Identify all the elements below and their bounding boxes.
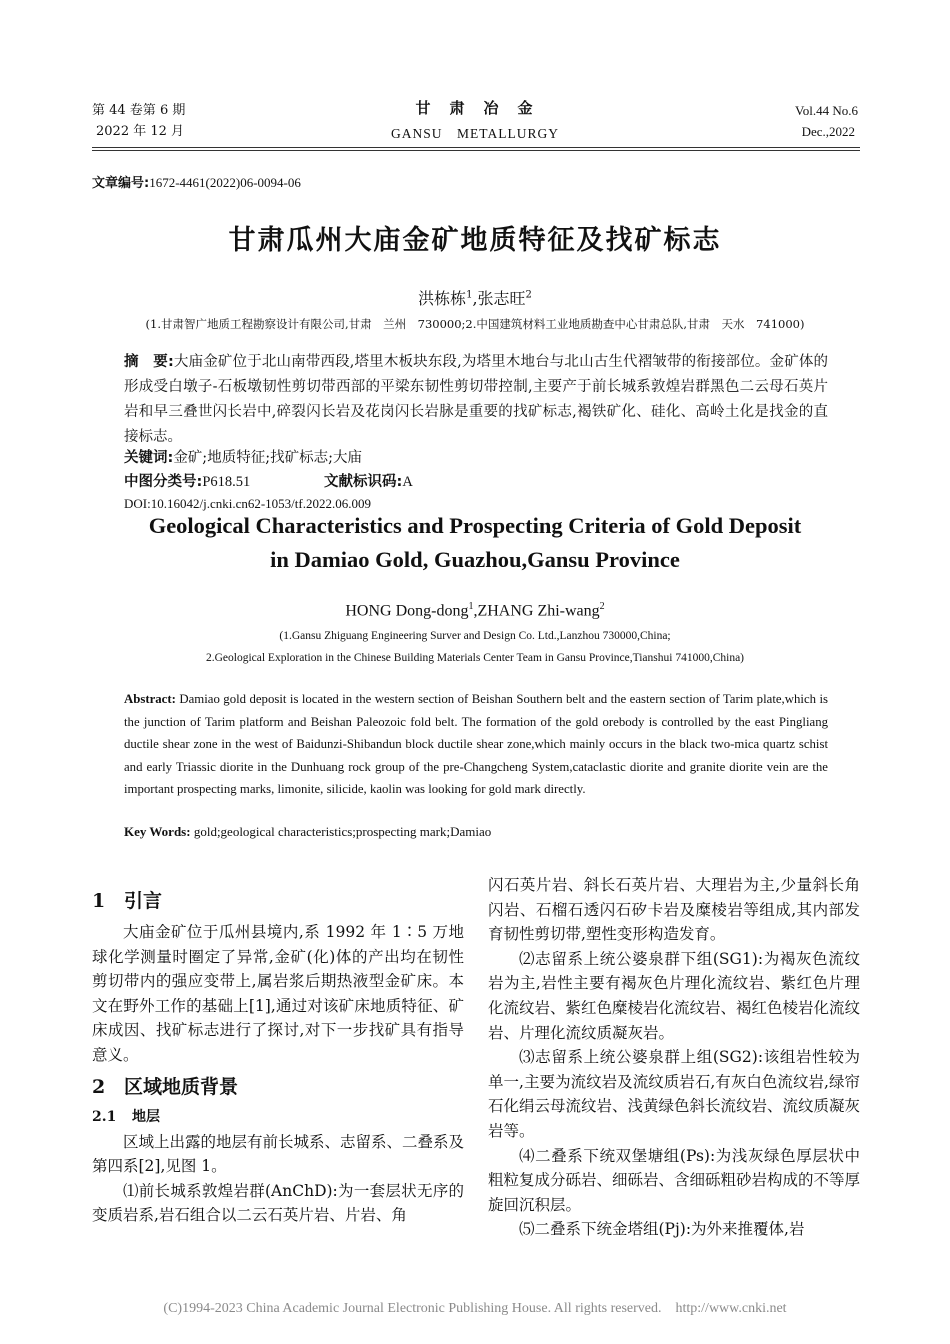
abstract-cn: 摘 要:大庙金矿位于北山南带西段,塔里木板块东段,为塔里木地台与北山古生代褶皱带的衔接部位。金矿体的形成受白墩子-石板墩韧性剪切带西部的平梁东韧性剪切带控制,主要产于前长城系敦煌岩群黑色二云母石英片岩和早三叠世闪长岩中,碎裂闪长岩及花岗闪长岩脉是重要的找矿标志,褐铁矿化、硅化、高岭土化是找金的直接标志。 <box>124 354 829 445</box>
subsection-2-1-paragraph: 区域上出露的地层有前长城系、志留系、二叠系及第四系[2],见图 1。 <box>92 1132 465 1176</box>
left-column <box>92 886 464 1228</box>
author-cn-2-affil: 2 <box>525 289 532 301</box>
title-en-line2: in Damiao Gold, Guazhou,Gansu Province <box>270 547 680 572</box>
keywords-cn-label: 关键词 <box>124 450 168 466</box>
right-column <box>488 873 860 1242</box>
volume-issue-en: Vol.44 No.6 <box>795 103 858 118</box>
stratum-item-1-cont: 闪石英片岩、斜长石英片岩、大理岩为主,少量斜长角闪岩、石榴石透闪石矽卡岩及糜棱岩等组成,其内部发育韧性剪切带,塑性变形构造发育。 <box>488 876 860 944</box>
volume-issue-cn: 第 44 卷第 6 期 <box>92 103 186 118</box>
author-cn-1: 洪栋栋 <box>418 289 467 308</box>
doccode-label: 文献标识码 <box>324 474 397 490</box>
abstract-cn-label: 摘 要 <box>124 354 168 370</box>
stratum-item-3: ⑶志留系上统公婆泉群上组(SG2):该组岩性较为单一,主要为流纹岩及流纹质岩石,有灰白色流纹岩,绿帘石化绢云母流纹岩、浅黄绿色斜长流纹岩、流纹质凝灰岩等。 <box>488 1048 861 1140</box>
date-en: Dec.,2022 <box>801 124 855 139</box>
stratum-item-4: ⑷二叠系下统双堡塘组(Ps):为浅灰绿色厚层状中粗粒复成分砾岩、细砾岩、含细砾粗砂岩构成的不等厚旋回沉积层。 <box>488 1146 861 1214</box>
header-rule <box>92 147 860 148</box>
keywords-en <box>124 824 491 840</box>
authors-cn <box>0 286 950 309</box>
section-1-title: 引言 <box>124 890 163 912</box>
keywords-en-label: Key Words: <box>124 824 191 839</box>
doccode-value: A <box>402 474 413 490</box>
section-2-number: 2 <box>92 1075 106 1098</box>
affiliation-en-1: (1.Gansu Zhiguang Engineering Surver and Design Co. Ltd.,Lanzhou 730000,China; <box>279 630 671 642</box>
document-code: 文献标识码:A <box>324 474 413 490</box>
author-en-1: HONG Dong-dong <box>345 602 469 620</box>
section-2-heading <box>92 1072 464 1102</box>
section-1-number: 1 <box>92 890 106 912</box>
stratum-item-2: ⑵志留系上统公婆泉群下组(SG1):为褐灰色流纹岩为主,岩性主要有褐灰色片理化流纹岩、紫红色片理化流纹岩、紫红色糜棱岩化流纹岩、褐红色棱岩化流纹岩、片理化流纹质凝灰岩。 <box>488 949 861 1042</box>
section-1-heading <box>92 886 464 916</box>
keywords-en-text: gold;geological characteristics;prospecting mark;Damiao <box>193 824 492 839</box>
section-2-title: 区域地质背景 <box>124 1075 239 1098</box>
subsection-2-1-heading <box>92 1104 464 1130</box>
abstract-en-label: Abstract: <box>124 692 176 706</box>
abstract-cn-text: 大庙金矿位于北山南带西段,塔里木板块东段,为塔里木地台与北山古生代褶皱带的衔接部位。金矿体的形成受白墩子-石板墩韧性剪切带西部的平梁东韧性剪切带控制,主要产于前长城系敦煌岩群黑色二云母石英片岩和早三叠世闪长岩中,碎裂闪长岩及花岗闪长岩脉是重要的找矿标志,褐铁矿化、硅化、高岭土化是找金的直接标志。 <box>124 354 829 445</box>
keywords-cn: 关键词:金矿;地质特征;找矿标志;大庙 <box>124 450 362 466</box>
stratum-item-1: ⑴前长城系敦煌岩群(AnChD):为一套层状无序的变质岩系,岩石组合以二云石英片岩、片岩、角 <box>92 1181 464 1225</box>
subsection-2-1-number: 2.1 <box>92 1108 117 1125</box>
clc-label: 中图分类号 <box>124 474 197 490</box>
journal-title-en: GANSU METALLURGY <box>391 126 559 141</box>
abstract-en <box>124 688 828 801</box>
article-number-value: 1672-4461(2022)06-0094-06 <box>149 175 301 190</box>
authors-en <box>0 601 950 620</box>
author-en-2: ,ZHANG Zhi-wang <box>473 602 600 620</box>
title-en-line1: Geological Characteristics and Prospecting Criteria of Gold Deposit <box>148 513 802 538</box>
author-cn-2: ,张志旺 <box>472 289 526 308</box>
subsection-2-1-title: 地层 <box>132 1108 160 1125</box>
stratum-item-5: ⑸二叠系下统金塔组(Pj):为外来推覆体,岩 <box>519 1220 805 1239</box>
date-cn: 2022 年 12 月 <box>96 124 185 139</box>
author-en-1-affil: 1 <box>468 601 474 612</box>
affiliation-en-2: 2.Geological Exploration in the Chinese Building Materials Center Team in Gansu Province,Tianshui 741000,China) <box>205 652 745 664</box>
clc-value: P618.51 <box>202 474 251 490</box>
doi: DOI:10.16042/j.cnki.cn62-1053/tf.2022.06.009 <box>124 496 371 511</box>
copyright-footer: (C)1994-2023 China Academic Journal Electronic Publishing House. All rights reserved. http://www.cnki.net <box>163 1301 787 1316</box>
article-number-label: 文章编号 <box>92 176 145 191</box>
affiliation-cn: (1.甘肃智广地质工程勘察设计有限公司,甘肃 兰州 730000;2.中国建筑材料工业地质勘查中心甘肃总队,甘肃 天水 741000) <box>145 317 805 331</box>
author-en-2-affil: 2 <box>599 601 605 612</box>
author-cn-1-affil: 1 <box>466 289 473 301</box>
abstract-en-text: Damiao gold deposit is located in the western section of Beishan Southern belt and the eastern section of Tarim plate,which is the junction of Tarim platform and Beishan Paleozoic fold belt. The formation of the gold orebody is controlled by the east Pingliang ductile shear zone in the west of Baidunzi-Shibandun block ductile shear zone,which mainly occurs in the black two-mica quartz schist and early Triassic diorite in the Dunhuang rock group of the pre-Changcheng System,cataclastic diorite and granite diorite vein are the important prospecting marks, limonite, silicide, kaolin was looking for gold mark directly. <box>124 692 829 796</box>
section-1-paragraph: 大庙金矿位于瓜州县境内,系 1992 年 1∶5 万地球化学测量时圈定了异常,金矿(化)体的产出均在韧性剪切带内的强应变带上,属岩浆后期热液型金矿床。本文在野外工作的基础上[1],通过对该矿床地质特征、矿床成因、找矿标志进行了探讨,对下一步找矿具有指导意义。 <box>92 923 464 1064</box>
journal-title-cn: 甘 肃 冶 金 <box>415 99 535 117</box>
article-number: 文章编号:1672-4461(2022)06-0094-06 <box>92 175 301 191</box>
keywords-cn-text: 金矿;地质特征;找矿标志;大庙 <box>173 450 362 466</box>
header-rule-thin <box>92 150 860 151</box>
classification: 中图分类号:P618.51 <box>124 474 251 490</box>
title-cn: 甘肃瓜州大庙金矿地质特征及找矿标志 <box>228 225 722 256</box>
